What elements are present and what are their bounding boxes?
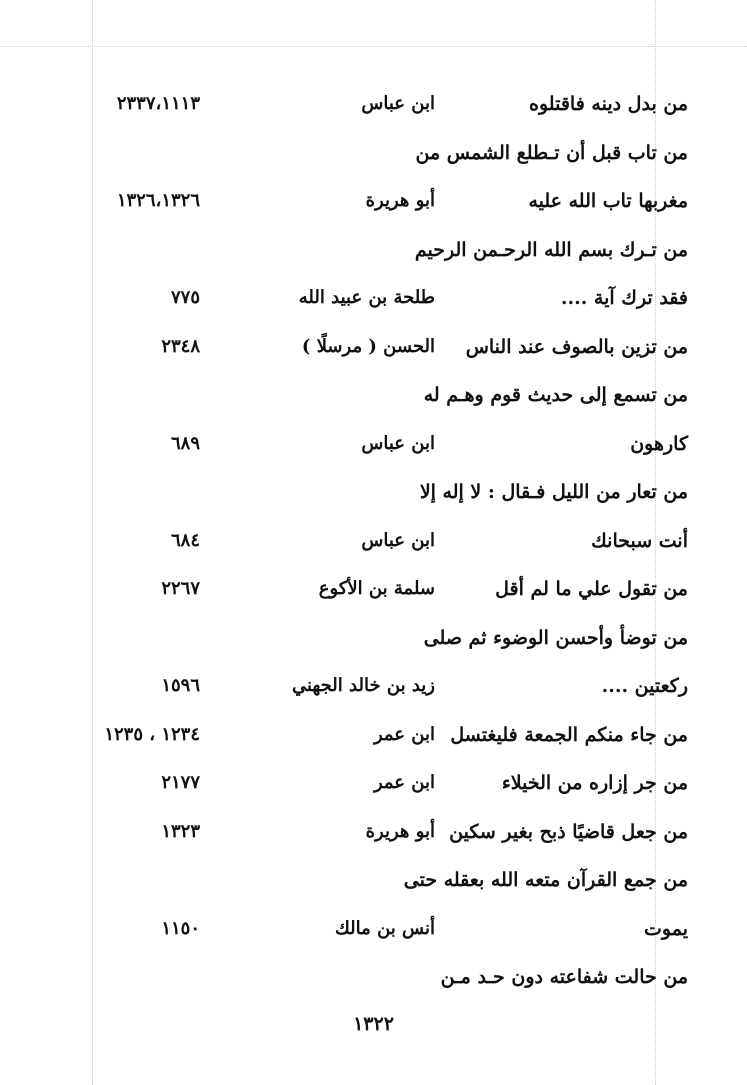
index-line — [60, 759, 690, 807]
hadith-reference-numbers: ١١٥٠ — [161, 917, 200, 939]
narrator-name: الحسن ( مرسلًا ) — [301, 335, 435, 357]
index-line — [60, 420, 690, 468]
index-line — [60, 905, 690, 953]
index-line — [60, 129, 690, 177]
index-line — [60, 953, 690, 1001]
hadith-reference-numbers: ٦٨٩ — [170, 432, 200, 454]
hadith-reference-numbers: ٢٣٤٨ — [161, 335, 200, 357]
hadith-text: من تـرك بسم الله الرحـمن الرحيم — [414, 238, 688, 261]
hadith-text: كارهون — [630, 432, 688, 455]
narrator-name: سلمة بن الأكوع — [318, 578, 435, 599]
index-line — [60, 323, 690, 371]
index-line — [60, 808, 690, 856]
index-line — [60, 614, 690, 662]
hadith-text: من بدل دينه فاقتلوه — [529, 93, 688, 115]
hadith-text: أنت سبحانك — [591, 529, 688, 552]
narrator-name: ابن عباس — [361, 432, 435, 454]
narrator-name: ابن عمر — [373, 723, 435, 745]
hadith-text: من تعار من الليل فـقال : لا إله إلا — [419, 481, 688, 503]
hadith-reference-numbers: ١٣٢٦،١٣٢٦ — [116, 190, 200, 211]
hadith-reference-numbers: ٢٢٦٧ — [161, 578, 200, 599]
hadith-reference-numbers: ٢٣٣٧،١١١٣ — [116, 93, 200, 114]
narrator-name: أبو هريرة — [365, 820, 435, 842]
narrator-name: طلحة بن عبيد الله — [298, 287, 435, 308]
index-line — [60, 80, 690, 128]
index-line — [60, 856, 690, 904]
scan-guide-line — [0, 46, 747, 47]
narrator-name: ابن عمر — [373, 772, 435, 793]
hadith-text: ركعتين .... — [601, 675, 688, 697]
hadith-text: فقد ترك آية .... — [560, 287, 688, 309]
hadith-text: من توضأ وأحسن الوضوء ثم صلى — [423, 626, 688, 649]
hadith-text: يموت — [644, 917, 688, 940]
hadith-reference-numbers: ٧٧٥ — [170, 287, 200, 308]
index-line — [60, 274, 690, 322]
narrator-name: أبو هريرة — [365, 190, 435, 211]
hadith-reference-numbers: ١٢٣٤ ، ١٢٣٥ — [104, 723, 200, 745]
hadith-text: من تاب قبل أن تـطلع الشمس من — [415, 141, 688, 164]
hadith-text: من جاء منكم الجمعة فليغتسل — [450, 723, 688, 746]
hadith-text: من جمع القرآن متعه الله بعقله حتى — [403, 869, 688, 891]
hadith-reference-numbers: ١٥٩٦ — [161, 675, 200, 696]
narrator-name: ابن عباس — [361, 93, 435, 114]
index-line — [60, 468, 690, 516]
index-line — [60, 177, 690, 225]
hadith-text: من جر إزاره من الخيلاء — [501, 772, 688, 794]
hadith-reference-numbers: ٦٨٤ — [170, 529, 200, 551]
index-line — [60, 662, 690, 710]
hadith-text: من تسمع إلى حديث قوم وهـم له — [423, 384, 688, 406]
index-line — [60, 517, 690, 565]
narrator-name: ابن عباس — [361, 529, 435, 551]
index-line — [60, 371, 690, 419]
hadith-reference-numbers: ٢١٧٧ — [161, 772, 200, 793]
index-line — [60, 711, 690, 759]
hadith-text: من تقول علي ما لم أقل — [495, 578, 688, 600]
hadith-text: من تزين بالصوف عند الناس — [465, 335, 688, 358]
hadith-text: من حالت شفاعته دون حـد مـن — [440, 966, 688, 988]
narrator-name: أنس بن مالك — [335, 917, 435, 939]
hadith-text: مغربها تاب الله عليه — [528, 190, 688, 212]
narrator-name: زيد بن خالد الجهني — [291, 675, 435, 696]
index-line — [60, 226, 690, 274]
hadith-text: من جعل قاضيًا ذبح بغير سكين — [449, 820, 688, 843]
index-line — [60, 565, 690, 613]
page-number: ١٣٢٢ — [353, 1013, 394, 1035]
hadith-reference-numbers: ١٣٢٣ — [161, 820, 200, 842]
